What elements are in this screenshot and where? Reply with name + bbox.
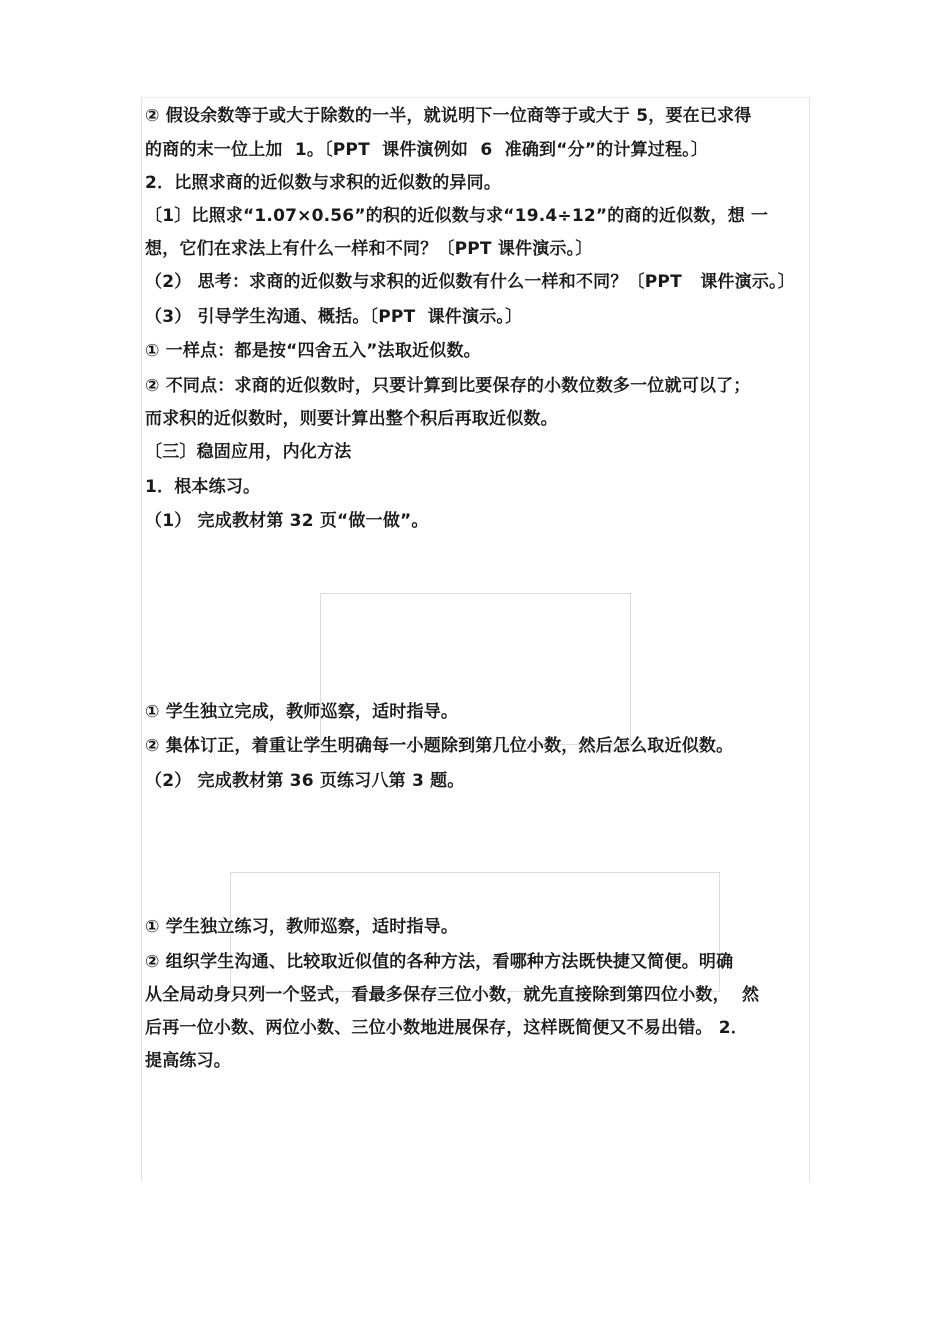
text-line-10: 而求积的近似数时，则要计算出整个积后再取近似数。 xyxy=(145,409,558,429)
text-line-19: 从全局动身只列一个竖式，看最多保存三位小数，就先直接除到第四位小数， 然 xyxy=(145,985,760,1005)
text-line-7: （3） 引导学生沟通、概括。〔PPT 课件演示。〕 xyxy=(145,307,523,327)
text-line-16: （2） 完成教材第 36 页练习八第 3 题。 xyxy=(145,771,465,791)
text-line-13: （1） 完成教材第 32 页“做一做”。 xyxy=(145,511,429,531)
text-line-17: ① 学生独立练习，教师巡察，适时指导。 xyxy=(145,917,459,937)
text-line-20: 后再一位小数、两位小数、三位小数地进展保存，这样既简便又不易出错。 2． xyxy=(145,1018,748,1038)
text-line-8: ① 一样点：都是按“四舍五入”法取近似数。 xyxy=(145,341,481,361)
text-line-5: 想，它们在求法上有什么一样和不同？〔PPT 课件演示。〕 xyxy=(145,239,593,259)
text-line-2: 的商的末一位上加 1。〔PPT 课件演例如 6 准确到“分”的计算过程。〕 xyxy=(145,140,709,160)
text-line-9: ② 不同点：求商的近似数时，只要计算到比要保存的小数位数多一位就可以了； xyxy=(145,376,751,396)
text-line-1: ② 假设余数等于或大于除数的一半，就说明下一位商等于或大于 5，要在已求得 xyxy=(145,106,752,126)
text-line-12: 1．根本练习。 xyxy=(145,477,261,497)
text-line-15: ② 集体订正，着重让学生明确每一小题除到第几位小数，然后怎么取近似数。 xyxy=(145,736,734,756)
text-line-14: ① 学生独立完成，教师巡察，适时指导。 xyxy=(145,702,459,722)
text-line-21: 提高练习。 xyxy=(145,1051,231,1071)
text-line-3: 2．比照求商的近似数与求积的近似数的异同。 xyxy=(145,173,502,193)
text-line-18: ② 组织学生沟通、比较取近似值的各种方法，看哪种方法既快捷又简便。明确 xyxy=(145,952,734,972)
text-line-11: 〔三〕稳固应用，内化方法 xyxy=(145,442,352,462)
text-line-6: （2） 思考：求商的近似数与求积的近似数有什么一样和不同？〔PPT 课件演示。〕 xyxy=(145,272,795,292)
text-line-4: 〔1〕比照求“1.07×0.56”的积的近似数与求“19.4÷12”的商的近似数，想 一 xyxy=(145,206,769,226)
